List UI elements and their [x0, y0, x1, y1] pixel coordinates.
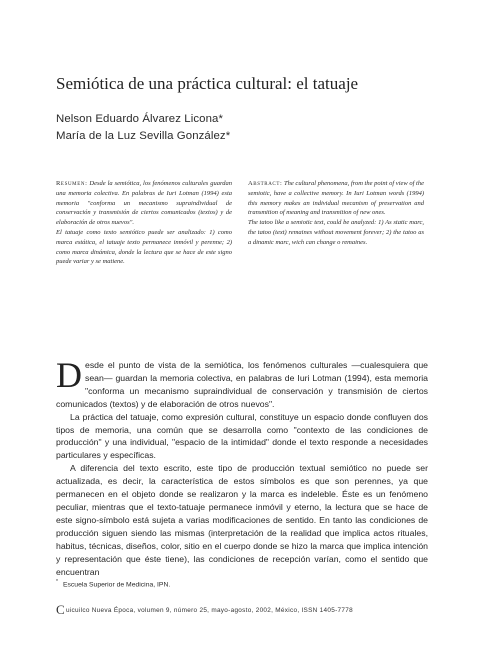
footnote-mark: *: [56, 579, 58, 585]
journal-logo-letter: C: [56, 602, 65, 617]
article-title: Semiótica de una práctica cultural: el tatuaje: [56, 74, 359, 93]
author-name: María de la Luz Sevilla González*: [56, 130, 231, 142]
author-list: [56, 111, 436, 145]
author-name: Nelson Eduardo Álvarez Licona*: [56, 113, 223, 125]
abstract-paragraph: The cultural phenomena, from the point of view of the semiotic, have a collective memory. In Iuri Lotman words (1994) this memory makes an individual mecanism of preservation and transmition of meaning and transmition of new ones.: [248, 180, 424, 217]
abstract-paragraph: The tatoo like a semiotic text, could be analyzed: 1) As static marc, the tatoo (text) remaines without movement forever; 2) the tatoo as a dinamic marc, wich can change o remaines.: [248, 219, 424, 246]
body-paragraph: La práctica del tatuaje, como expresión cultural, constituye un espacio donde confluyen dos tipos de memoria, una común que se desarrolla como "contexto de las condiciones de producción" y una individual, "espacio de la intimidad" donde el texto responde a necesidades particulares y específicas.: [56, 411, 428, 461]
journal-footer: [56, 602, 436, 617]
abstract-english: [248, 179, 424, 248]
body-paragraph: esde el punto de vista de la semiótica, los fenómenos culturales —cualesquiera que sean— guardan la memoria colectiva, en palabras de Iuri Lotman (1994), esta memoria "conforma un mecanismo supraindividual de conservación y transmisión de ciertos comunicados (textos) y de elaboración de otros nuevos".: [56, 360, 428, 409]
footnote-text: Escuela Superior de Medicina, IPN.: [62, 581, 171, 589]
abstract-heading: Abstract:: [248, 180, 283, 187]
footnote: [56, 578, 356, 589]
abstract-paragraph: El tatuaje como texto semiótico puede ser analizado: 1) como marca estática, el tatuaje texto permanece inmóvil y perenne; 2) como marca dinámica, donde la lectura que se hace de este signo puede variar y se matiene.: [56, 228, 232, 266]
drop-cap: D: [56, 355, 82, 395]
abstract-spanish: [56, 179, 232, 267]
body-paragraph: A diferencia del texto escrito, este tipo de producción textual semiótico no puede ser actualizada, es decir, la característica de estos símbolos es que son perennes, ya que permanecen en el objeto donde se realizaron y la marca es indeleble. Éste es un fenómeno peculiar, mientras que el texto-tatuaje permanece inmóvil y eterno, la lectura que se hace de este signo-símbolo está sujeta a varias modificaciones de sentido. En tanto las condiciones de producción siguen siendo las mismas (interpretación de la realidad que implica actos rituales, habitus, técnicas, diseños, color, sitio en el cuerpo donde se hizo la marca que implica intención y representación que éste tiene), las condiciones de recepción varían, como el sentido que encuentran: [56, 463, 428, 577]
article-body: [56, 355, 428, 578]
abstract-paragraph: Desde la semiótica, los fenómenos culturales guardan una memoria colectiva. En palabras de Iuri Lotman (1994) esta memoria "conforma un mecanismo supraindividual de conservación y transmisión de ciertos comunicados (textos) y de elaboración de otros nuevos".: [56, 180, 232, 227]
journal-citation: uicuilco Nueva Época, volumen 9, número 25, mayo-agosto, 2002, México, ISSN 1405-7778: [65, 607, 353, 614]
abstract-heading: Resumen:: [56, 180, 88, 187]
